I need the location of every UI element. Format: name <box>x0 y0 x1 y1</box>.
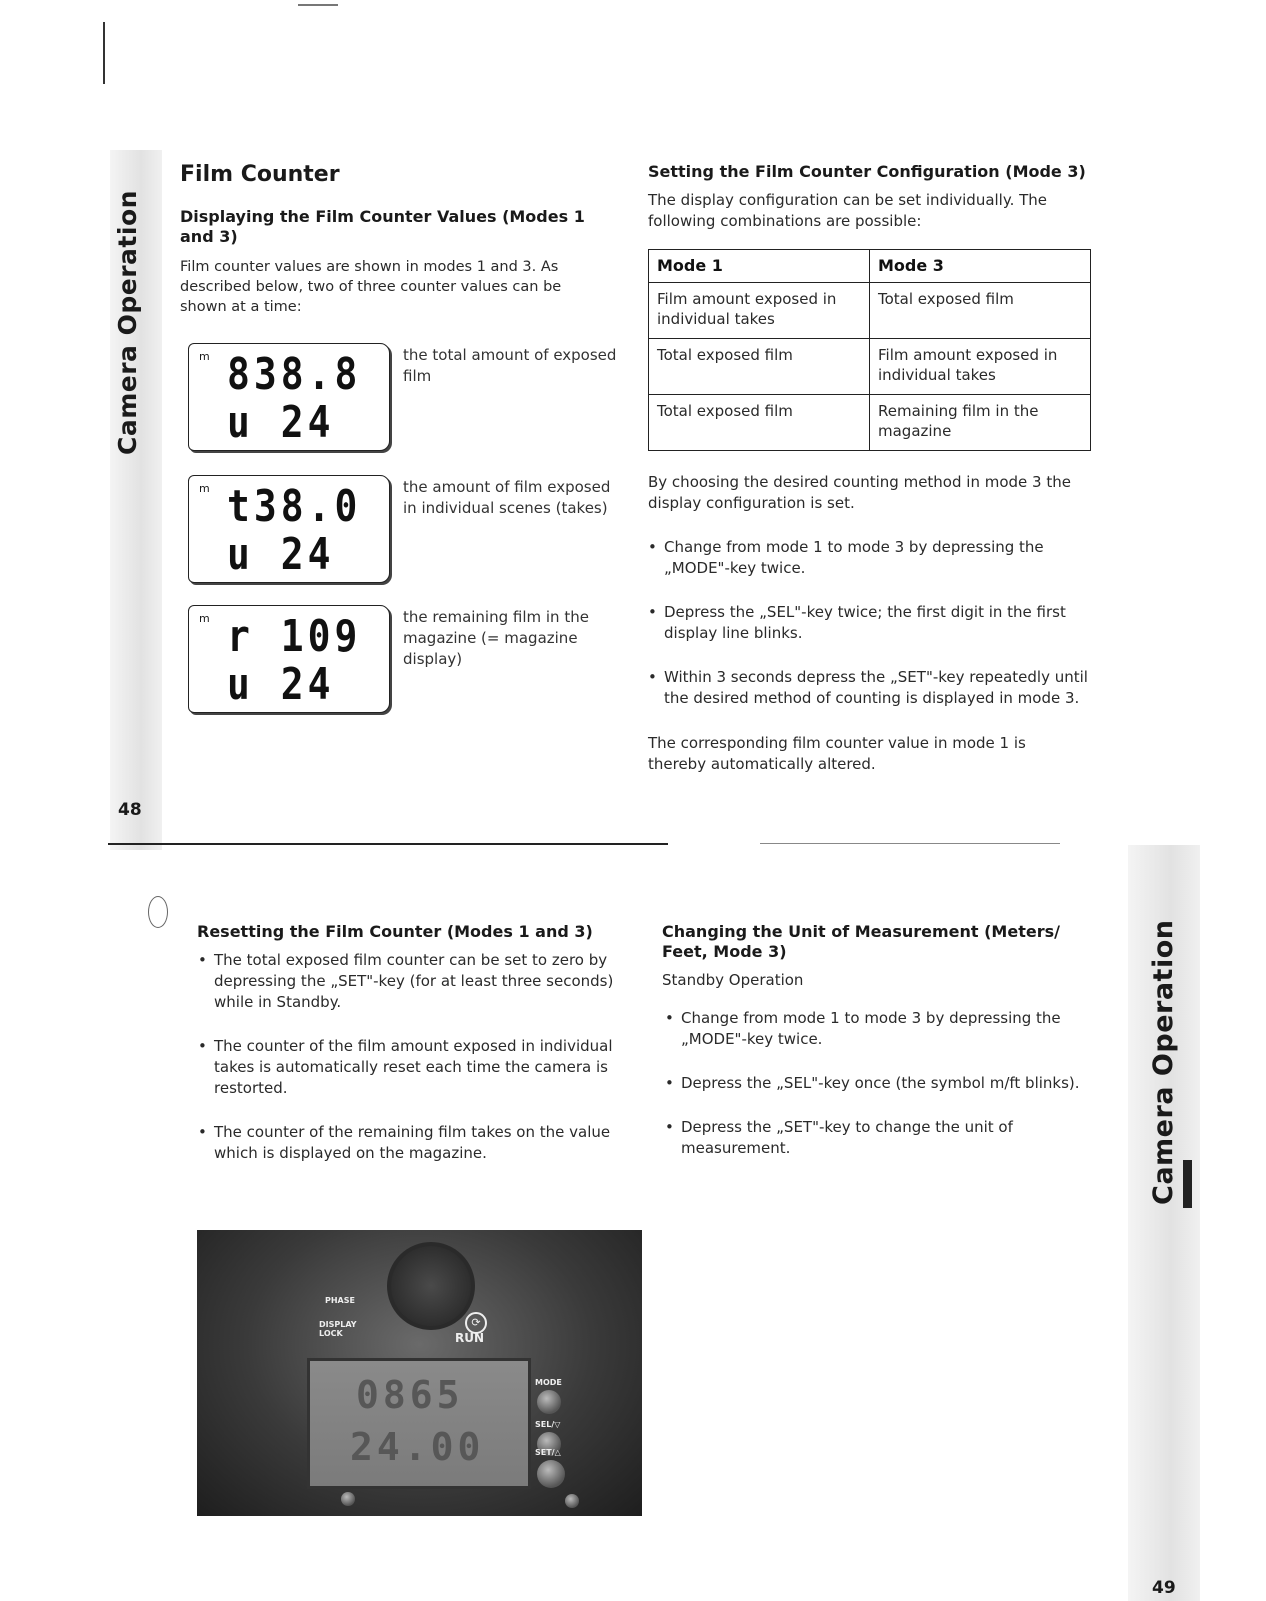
right-page-number: 49 <box>1152 1578 1176 1598</box>
resetting-steps <box>198 950 633 1187</box>
screw-bottom-right <box>565 1494 579 1508</box>
list-item: • Depress the „SEL"-key twice; the first digit in the first display line blinks. <box>648 602 1088 644</box>
table-cell: Total exposed film <box>649 339 870 395</box>
unit-indicator: m <box>199 350 210 363</box>
right-side-tab: Camera Operation <box>1148 919 1179 1205</box>
list-item: • Change from mode 1 to mode 3 by depressing the „MODE"-key twice. <box>665 1008 1100 1050</box>
unit-indicator: m <box>199 612 210 625</box>
page-divider <box>108 843 668 845</box>
right-tab-marker <box>1183 1160 1192 1208</box>
lcd-line-2: u 24 <box>227 658 335 710</box>
standby-operation-label: Standby Operation <box>662 971 804 989</box>
display-lock-label: DISPLAY LOCK <box>319 1320 357 1338</box>
top-margin-line <box>103 22 105 84</box>
subtitle-displaying-values: Displaying the Film Counter Values (Modes 1 and 3) <box>180 207 585 246</box>
table-row <box>649 283 1091 339</box>
unit-change-steps <box>665 1008 1100 1182</box>
after-table-text: By choosing the desired counting method in mode 3 the display configuration is set. <box>648 473 1071 512</box>
run-label: RUN <box>455 1331 485 1345</box>
table-cell: Remaining film in the magazine <box>870 395 1091 451</box>
lcd-line-1: 838.8 <box>227 348 362 400</box>
table-cell: Film amount exposed in individual takes <box>870 339 1091 395</box>
lcd-line-1: r 109 <box>227 610 362 662</box>
section-title-unit-measurement: Changing the Unit of Measurement (Meters/ Feet, Mode 3) <box>662 922 1060 961</box>
left-side-tab: Camera Operation <box>113 190 142 455</box>
lcd-caption-takes: the amount of film exposed in individual scenes (takes) <box>403 478 611 517</box>
section-title-configuration: Setting the Film Counter Configuration (Mode 3) <box>648 162 1086 181</box>
mode-button <box>537 1390 561 1414</box>
sel-label: SEL/▽ <box>535 1420 561 1429</box>
list-item: • Depress the „SET"-key to change the unit of measurement. <box>665 1117 1100 1159</box>
table-header-mode3: Mode 3 <box>870 250 1091 283</box>
list-item: • Within 3 seconds depress the „SET"-key repeatedly until the desired method of counting is displayed in mode 3. <box>648 667 1088 709</box>
page-divider-dashed <box>760 843 1060 844</box>
lcd-display-total <box>188 343 390 451</box>
table-cell: Film amount exposed in individual takes <box>649 283 870 339</box>
lcd-caption-total: the total amount of exposed film <box>403 346 617 385</box>
list-item: • The counter of the remaining film takes on the value which is displayed on the magazine. <box>198 1122 633 1164</box>
table-header-mode1: Mode 1 <box>649 250 870 283</box>
lcd-display-magazine <box>188 605 390 713</box>
list-item: • The total exposed film counter can be set to zero by depressing the „SET"-key (for at least three seconds) while in Standby. <box>198 950 633 1013</box>
phase-label: PHASE <box>325 1296 355 1305</box>
camera-lcd-line-2: 24.00 <box>350 1425 485 1469</box>
lcd-display-takes <box>188 475 390 583</box>
rotary-dial <box>387 1242 475 1330</box>
table-header-row <box>649 250 1091 283</box>
configuration-steps <box>648 537 1088 732</box>
camera-lcd-screen <box>307 1358 531 1489</box>
table-cell: Total exposed film <box>870 283 1091 339</box>
list-item: • Depress the „SEL"-key once (the symbol m/ft blinks). <box>665 1073 1100 1094</box>
configuration-table <box>648 249 1091 451</box>
lcd-line-2: u 24 <box>227 528 335 580</box>
mode-label: MODE <box>535 1378 562 1387</box>
binding-hole-mark <box>148 896 168 928</box>
run-icon: ⟳ <box>465 1312 487 1334</box>
left-page-number: 48 <box>118 800 142 820</box>
screw-bottom-left <box>341 1492 355 1506</box>
list-item: • The counter of the film amount exposed in individual takes is automatically reset each time the camera is restorted. <box>198 1036 633 1099</box>
intro-configuration: The display configuration can be set individually. The following combinations are possible: <box>648 191 1048 230</box>
section-title-film-counter: Film Counter <box>180 162 340 187</box>
top-dash-mark <box>298 4 338 6</box>
camera-lcd-line-1: 0865 <box>356 1373 464 1417</box>
lcd-line-2: u 24 <box>227 396 335 448</box>
table-cell: Total exposed film <box>649 395 870 451</box>
intro-film-counter: Film counter values are shown in modes 1 and 3. As described below, two of three counter values can be shown at a time: <box>180 259 562 315</box>
table-row <box>649 339 1091 395</box>
set-button <box>537 1460 565 1488</box>
lcd-caption-magazine: the remaining film in the magazine (= magazine display) <box>403 608 589 668</box>
section-title-resetting: Resetting the Film Counter (Modes 1 and 3) <box>197 922 593 941</box>
lcd-line-1: t38.0 <box>227 480 362 532</box>
closing-text: The corresponding film counter value in mode 1 is thereby automatically altered. <box>648 734 1026 773</box>
camera-control-panel-photo <box>197 1230 642 1516</box>
set-label: SET/△ <box>535 1448 561 1457</box>
table-row <box>649 395 1091 451</box>
list-item: • Change from mode 1 to mode 3 by depressing the „MODE"-key twice. <box>648 537 1088 579</box>
unit-indicator: m <box>199 482 210 495</box>
